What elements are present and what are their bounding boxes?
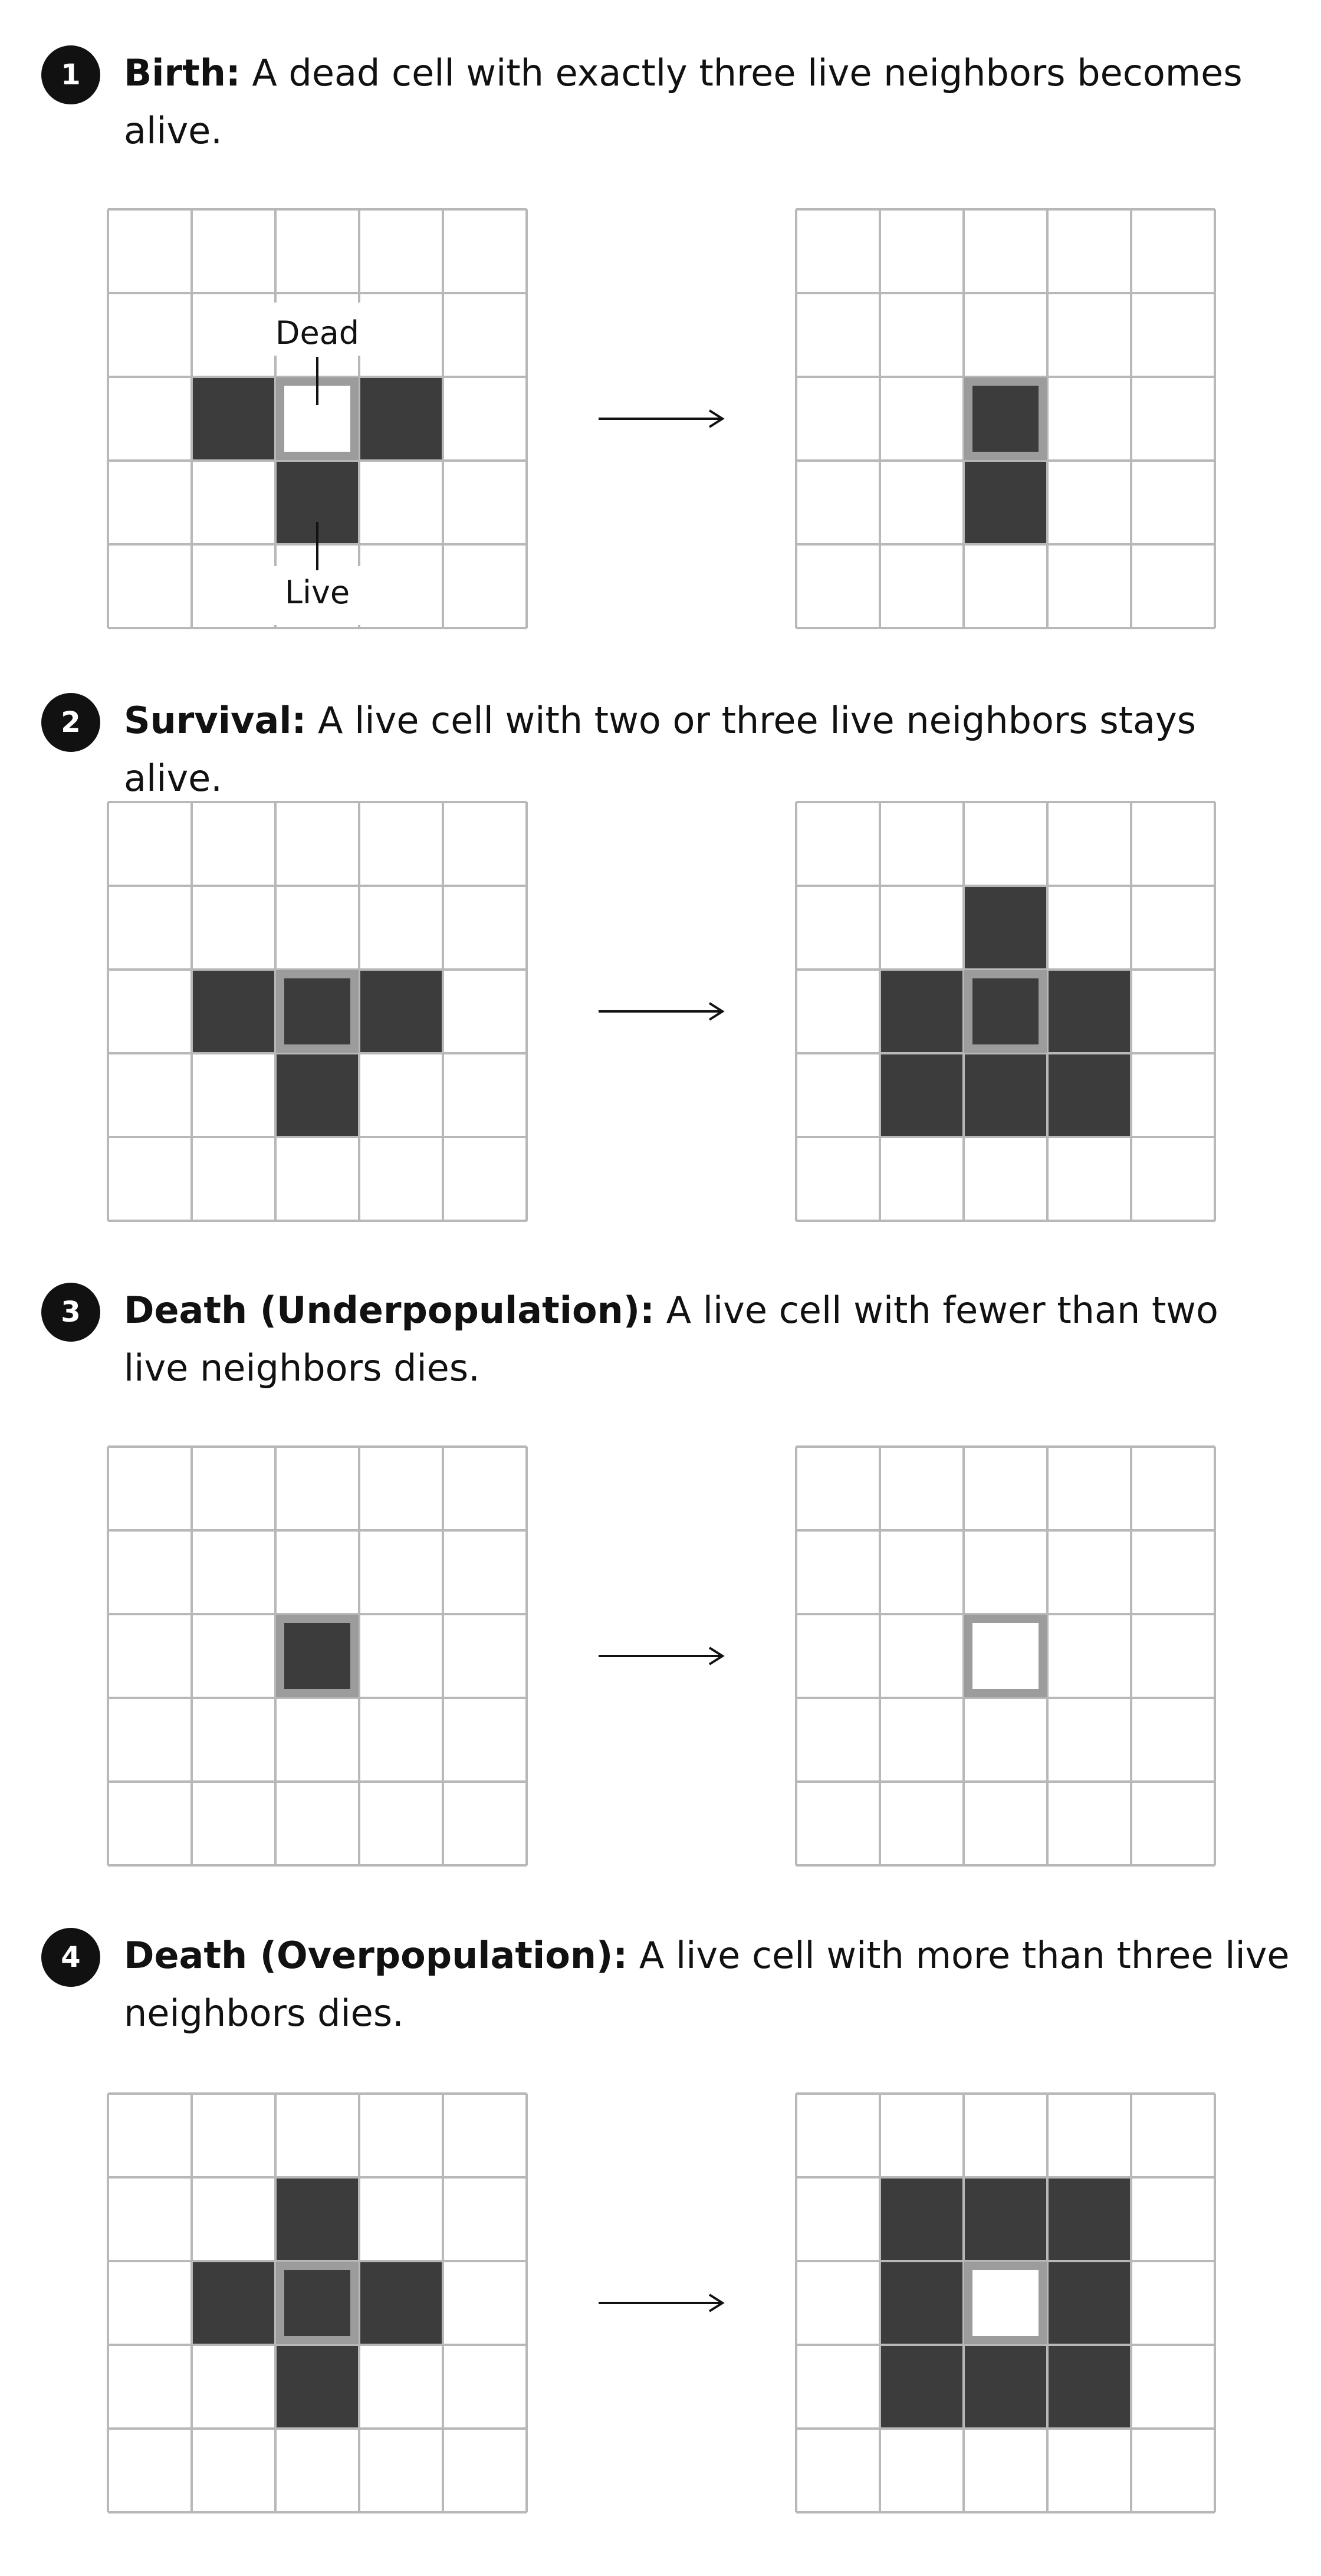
before-grid [108, 802, 527, 1221]
live-cell [880, 1053, 964, 1137]
live-cell [359, 377, 443, 461]
live-cell [275, 1614, 359, 1698]
live-cell [1047, 970, 1131, 1053]
rule-title: Death (Underpopulation): [124, 1289, 655, 1332]
rule-4-diagram [0, 2094, 1321, 2524]
live-cell [1047, 2345, 1131, 2429]
live-cell [192, 970, 275, 1053]
live-cell [275, 2261, 359, 2345]
rule-description [124, 1282, 1292, 1397]
rule-body: A live cell with more than three live neighbors dies. [124, 1934, 1290, 2035]
live-cell [964, 2177, 1047, 2261]
rule-title: Birth: [124, 51, 241, 94]
live-cell [192, 2261, 275, 2345]
rule-description [124, 692, 1292, 807]
rule-title: Death (Overpopulation): [124, 1934, 628, 1977]
live-cell [275, 2345, 359, 2429]
live-cell [275, 2177, 359, 2261]
rule-description [124, 1927, 1292, 2042]
live-cell [1047, 2177, 1131, 2261]
before-grid [108, 2094, 527, 2512]
before-grid [108, 1447, 527, 1865]
arrow-icon [599, 410, 722, 427]
rule-2-diagram [0, 802, 1321, 1233]
live-cell [275, 970, 359, 1053]
rule-number-badge: 4 [41, 1928, 100, 1987]
live-cell [964, 2345, 1047, 2429]
after-grid [796, 802, 1215, 1221]
rule-1-diagram [0, 209, 1321, 640]
live-cell [1047, 1053, 1131, 1137]
rule-body: A live cell with two or three live neighbors stays alive. [124, 699, 1197, 800]
after-grid [796, 2094, 1215, 2512]
arrow-icon [599, 2295, 722, 2311]
live-cell [964, 1053, 1047, 1137]
rule-number-badge: 1 [41, 45, 100, 104]
after-grid [796, 209, 1215, 628]
rule-body: A live cell with fewer than two live neighbors dies. [124, 1289, 1218, 1389]
rule-number-badge: 3 [41, 1283, 100, 1342]
focus-cell-border [968, 1619, 1043, 1693]
live-cell [880, 970, 964, 1053]
live-cell [880, 2345, 964, 2429]
live-cell [1047, 2261, 1131, 2345]
live-cell [964, 970, 1047, 1053]
rule-3-diagram [0, 1447, 1321, 1877]
live-cell [880, 2261, 964, 2345]
live-cell [192, 377, 275, 461]
live-cell [359, 970, 443, 1053]
arrow-icon [599, 1003, 722, 1020]
arrow-icon [599, 1648, 722, 1664]
rule-body: A dead cell with exactly three live neighbors becomes alive. [124, 51, 1243, 152]
rule-description [124, 44, 1292, 160]
after-grid [796, 1447, 1215, 1865]
live-cell [964, 377, 1047, 461]
callout-live-label: Live [284, 574, 350, 611]
rule-number-badge: 2 [41, 693, 100, 752]
live-cell [275, 1053, 359, 1137]
focus-cell-border [968, 2266, 1043, 2340]
live-cell [964, 461, 1047, 544]
live-cell [880, 2177, 964, 2261]
live-cell [359, 2261, 443, 2345]
rule-title: Survival: [124, 699, 307, 742]
live-cell [964, 886, 1047, 970]
callout-dead-label: Dead [275, 314, 360, 351]
